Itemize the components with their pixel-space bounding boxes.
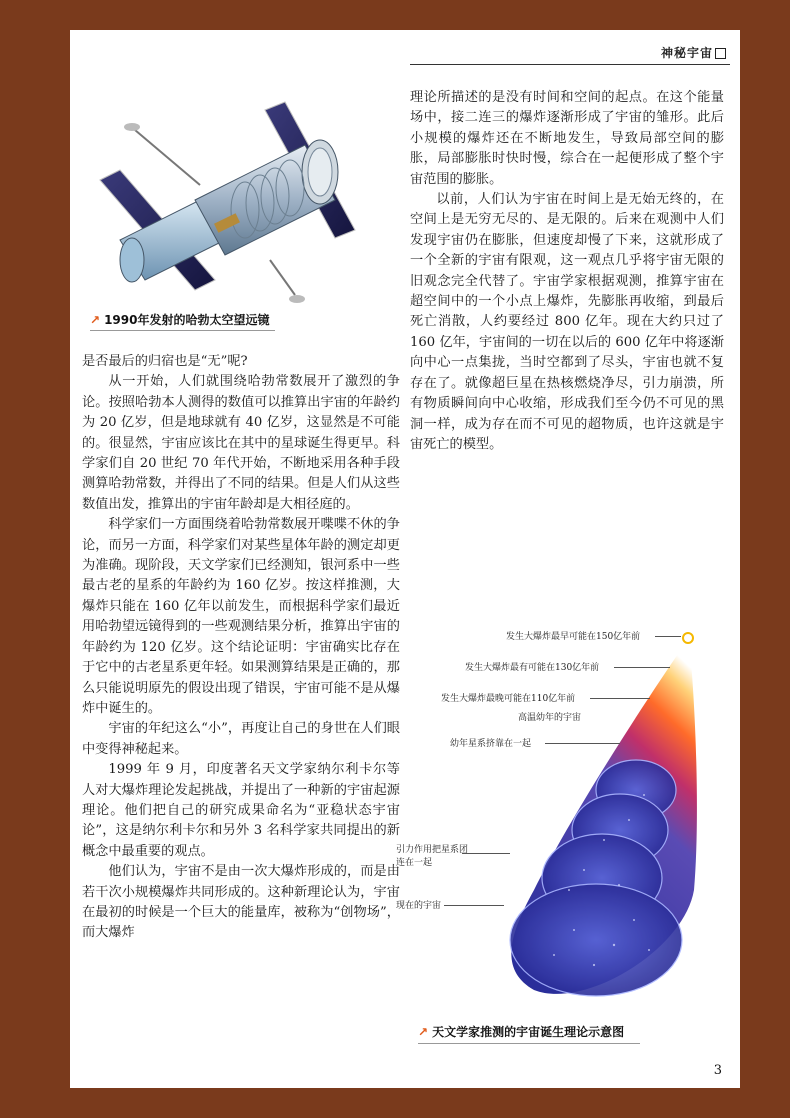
- right-column: [410, 88, 724, 455]
- figure2-caption-text: 天文学家推测的宇宙诞生理论示意图: [432, 1025, 625, 1039]
- caption-rule: [90, 330, 275, 331]
- arrow-icon: ↗: [418, 1025, 429, 1039]
- label-latest: 发生大爆炸最晚可能在110亿年前: [441, 694, 576, 704]
- label-present-universe: 现在的宇宙: [396, 901, 442, 911]
- label-most-likely: 发生大爆炸最有可能在130亿年前: [465, 663, 600, 673]
- left-column: [82, 352, 400, 944]
- leader-line: [655, 636, 681, 637]
- box-icon: [715, 48, 726, 59]
- paragraph: 宇宙的年纪这么“小”，再度让自己的身世在人们眼中变得神秘起来。: [82, 721, 400, 757]
- label-hot-young-universe: 高温幼年的宇宙: [518, 713, 582, 723]
- leader-line: [590, 698, 650, 699]
- leader-line: [444, 905, 504, 906]
- section-title: 神秘宇宙: [660, 46, 713, 60]
- paragraph: 1999 年 9 月，印度著名天文学家纳尔利卡尔等人对大爆炸理论发起挑战，并提出了一种新的宇宙起源理论。他们把自己的研究成果命名为“亚稳状态宇宙论”，这是纳尔利卡尔和另外 3 名科学家共同提出的新概念中最重要的观点。: [82, 762, 400, 859]
- paragraph: 理论所描述的是没有时间和空间的起点。在这个能量场中，接二连三的爆炸逐渐形成了宇宙的雏形。此后小规模的爆炸还在不断地发生，导致局部空间的膨胀，局部膨胀时快时慢，综合在一起便形成了整个宇宙范围的膨胀。: [410, 90, 724, 187]
- label-young-galaxies: 幼年星系挤靠在一起: [450, 739, 532, 749]
- figure1-caption: [90, 311, 269, 328]
- paragraph: 从一开始，人们就围绕哈勃常数展开了激烈的争论。按照哈勃本人测得的数值可以推算出宇宙的年龄约为 20 亿岁，但是地球就有 40 亿岁，这显然是不可能的。很显然，宇宙应该比在其中的星球诞生得更早。科学家们自 20 世纪 70 年代开始，不断地采用各种手段测算哈勃常数，并得出了不同的结果。但是人们从这些数值出发，推算出的宇宙年龄却是大相径庭的。: [82, 374, 400, 512]
- page-number: 3: [713, 1063, 722, 1078]
- leader-line: [545, 743, 620, 744]
- leader-line: [614, 667, 670, 668]
- hubble-telescope-image: [90, 90, 380, 320]
- figure1-caption-text: 1990年发射的哈勃太空望远镜: [104, 313, 270, 327]
- label-gravity-clusters: 引力作用把星系团连在一起: [396, 845, 469, 868]
- figure2-caption: [418, 1023, 624, 1040]
- leader-line: [462, 853, 510, 854]
- paragraph: 他们认为，宇宙不是由一次大爆炸形成的，而是由若干次小规模爆炸共同形成的。这种新理论认为，宇宙在最初的时候是一个巨大的能量库，被称为“创物场”，而大爆炸: [82, 864, 400, 941]
- running-head: [661, 44, 726, 61]
- caption-rule: [418, 1043, 640, 1044]
- label-earliest: 发生大爆炸最早可能在150亿年前: [506, 632, 641, 642]
- universe-origin-diagram: [384, 590, 704, 1000]
- header-rule: [410, 64, 730, 65]
- arrow-icon: ↗: [90, 313, 101, 327]
- book-page: [70, 30, 740, 1088]
- paragraph: 以前，人们认为宇宙在时间上是无始无终的，在空间上是无穷无尽的、是无限的。后来在观测中人们发现宇宙仍在膨胀，但速度却慢了下来，这就形成了一个全新的宇宙有限观，这一观点几乎将宇宙无限的旧观念完全代替了。宇宙学家根据观测，推算宇宙在超空间中的一个小点上爆炸，先膨胀再收缩，到最后死亡消散，人约要经过 800 亿年。现在大约只过了 160 亿年，宇宙间的一切在以后的 600 亿年中将逐渐向中心一点集拢，当时空都到了尽头，宇宙也就不复存在了。就像超巨星在热核燃烧净尽，引力崩溃，所有物质瞬间向中心收缩，形成我们至今仍不可见的黑洞一样，成为存在而不可见的超物质，也许这就是宇宙死亡的模型。: [410, 192, 724, 452]
- paragraph: 是否最后的归宿也是“无”呢?: [82, 354, 248, 369]
- paragraph: 科学家们一方面围绕着哈勃常数展开喋喋不休的争论，而另一方面，科学家们对某些星体年龄的测定却更为准确。现阶段，天文学家们已经测知，银河系中一些最古老的星系的年龄约为 160 亿岁。按这样推测，大爆炸只能在 160 亿年以前发生，而根据科学家们最近用哈勃望远镜得到的一些观测结果分析，推算出宇宙的年龄约为 120 亿岁。这个结论证明：宇宙确实比存在于它中的古老星系更年轻。如果测算结果是正确的，那么只能说明原先的假设出现了错误，宇宙可能不是从爆炸中诞生的。: [82, 517, 400, 716]
